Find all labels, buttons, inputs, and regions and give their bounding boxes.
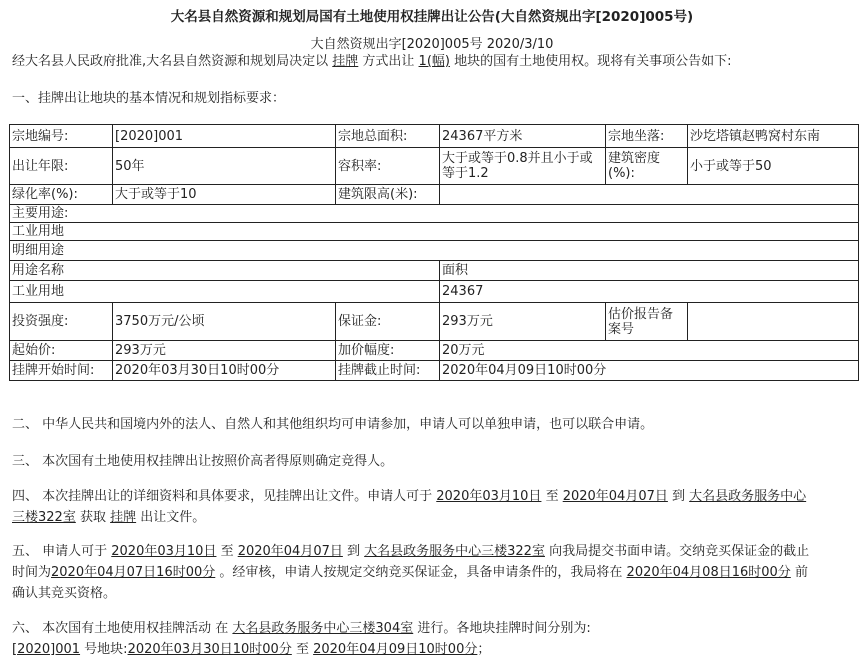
- start-price-label: 起始价:: [10, 341, 113, 361]
- end-time-label: 挂牌截止时间:: [336, 361, 440, 381]
- term-value: 50年: [113, 148, 336, 185]
- sec6-date-start-link[interactable]: 2020年03月30日10时00分: [127, 642, 292, 657]
- section-4: [12, 486, 852, 528]
- sec4-text-2: 至: [541, 489, 563, 504]
- sec6-place-link[interactable]: 大名县政务服务中心三楼304室: [232, 621, 414, 636]
- section-6: [12, 618, 852, 660]
- sec6-text-2: 进行。各地块挂牌时间分别为:: [413, 621, 591, 636]
- sec4-date-start-link[interactable]: 2020年03月10日: [436, 489, 542, 504]
- far-value: 大于或等于0.8并且小于或等于1.2: [440, 148, 606, 185]
- appraisal-value: [688, 303, 859, 341]
- transfer-method-link[interactable]: 挂牌: [332, 54, 359, 69]
- sec6-text-5: ；: [477, 642, 491, 657]
- end-time-value: 2020年04月09日10时00分: [440, 361, 859, 381]
- detail-use-label: 明细用途: [10, 241, 859, 261]
- use-name-header: 用途名称: [10, 261, 440, 281]
- sec5-place-link[interactable]: 大名县政务服务中心三楼322室: [364, 544, 545, 559]
- intro-text-3: 地块的国有土地使用权。现将有关事项公告如下:: [449, 54, 732, 69]
- start-time-value: 2020年03月30日10时00分: [113, 361, 336, 381]
- total-area-value: 24367平方米: [440, 125, 606, 148]
- sec5-text-8: 确认其竞买资格。: [12, 586, 117, 601]
- parcel-info-table: [9, 124, 859, 381]
- document-number: 大自然资规出字[2020]005号 2020/3/10: [310, 37, 554, 52]
- parcel-no-label: 宗地编号:: [10, 125, 113, 148]
- sec4-date-end-link[interactable]: 2020年04月07日: [562, 489, 668, 504]
- intro-text-1: 经大名县人民政府批准,大名县自然资源和规划局决定以: [12, 54, 333, 69]
- increment-label: 加价幅度:: [336, 341, 440, 361]
- sec5-date-start-link[interactable]: 2020年03月10日: [111, 544, 217, 559]
- far-label: 容积率:: [336, 148, 440, 185]
- sec4-room-link[interactable]: 三楼322室: [12, 510, 76, 525]
- appraisal-label: 估价报告备案号: [606, 303, 688, 341]
- total-area-label: 宗地总面积:: [336, 125, 440, 148]
- investment-label: 投资强度:: [10, 303, 113, 341]
- deposit-value: 293万元: [440, 303, 606, 341]
- use-name-value: 工业用地: [10, 281, 440, 303]
- announcement-title: 大名县自然资源和规划局国有土地使用权挂牌出让公告(大自然资规出字[2020]005号): [170, 9, 694, 25]
- sec4-text-3: 到: [667, 489, 690, 504]
- deposit-label: 保证金:: [336, 303, 440, 341]
- sec6-text-3: 号地块:: [80, 642, 128, 657]
- sec6-text-4: 至: [291, 642, 314, 657]
- density-value: 小于或等于50: [688, 148, 859, 185]
- sec5-text-2: 至: [216, 544, 238, 559]
- height-limit-label: 建筑限高(米):: [336, 185, 440, 205]
- height-limit-value: [440, 185, 859, 205]
- use-area-header: 面积: [440, 261, 859, 281]
- sec5-text-3: 到: [342, 544, 365, 559]
- investment-value: 3750万元/公顷: [113, 303, 336, 341]
- sec5-text-1: 五、 申请人可于: [12, 544, 112, 559]
- density-label: 建筑密度(%):: [606, 148, 688, 185]
- parcel-no-value: [2020]001: [113, 125, 336, 148]
- increment-value: 20万元: [440, 341, 859, 361]
- sec5-date-end-link[interactable]: 2020年04月07日: [237, 544, 343, 559]
- sec5-confirm-date-link[interactable]: 2020年04月08日16时00分: [626, 565, 791, 580]
- sec4-text-5: 出让文件。: [136, 510, 206, 525]
- start-price-value: 293万元: [113, 341, 336, 361]
- section1-heading: 一、挂牌出让地块的基本情况和规划指标要求：: [12, 91, 286, 106]
- use-area-value: 24367: [440, 281, 859, 303]
- sec5-deposit-deadline-link[interactable]: 2020年04月07日16时00分: [51, 565, 216, 580]
- main-use-value: 工业用地: [10, 223, 859, 241]
- section-3: 三、 本次国有土地使用权挂牌出让按照价高者得原则确定竞得人。: [12, 454, 394, 469]
- green-value: 大于或等于10: [113, 185, 336, 205]
- location-value: 沙圪塔镇赵鸭窝村东南: [688, 125, 859, 148]
- sec4-text-1: 四、 本次挂牌出让的详细资料和具体要求，见挂牌出让文件。申请人可于: [12, 489, 437, 504]
- section-5: [12, 541, 852, 604]
- sec5-text-7: 前: [790, 565, 808, 580]
- intro-paragraph: [12, 53, 731, 70]
- intro-text-2: 方式出让: [358, 54, 419, 69]
- green-label: 绿化率(%):: [10, 185, 113, 205]
- location-label: 宗地坐落:: [606, 125, 688, 148]
- term-label: 出让年限:: [10, 148, 113, 185]
- sec6-parcel-link[interactable]: [2020]001: [12, 642, 81, 657]
- sec4-place-link[interactable]: 大名县政务服务中心: [689, 489, 807, 504]
- main-use-label: 主要用途:: [10, 205, 859, 223]
- sec4-method-link[interactable]: 挂牌: [110, 510, 137, 525]
- sec5-text-6: 。经审核，申请人按规定交纳竞买保证金，具备申请条件的，我局将在: [215, 565, 627, 580]
- sec5-text-4: 向我局提交书面申请。交纳竞买保证金的截止: [544, 544, 810, 559]
- sec5-text-5: 时间为: [12, 565, 52, 580]
- sec6-date-end-link[interactable]: 2020年04月09日10时00分: [313, 642, 478, 657]
- start-time-label: 挂牌开始时间:: [10, 361, 113, 381]
- sec4-text-4: 获取: [75, 510, 111, 525]
- section-2: 二、 中华人民共和国境内外的法人、自然人和其他组织均可申请参加，申请人可以单独申请，也可以联合申请。: [12, 417, 654, 432]
- sec6-text-1: 六、 本次国有土地使用权挂牌活动 在: [12, 621, 233, 636]
- parcel-count-link[interactable]: 1(幅): [418, 54, 450, 69]
